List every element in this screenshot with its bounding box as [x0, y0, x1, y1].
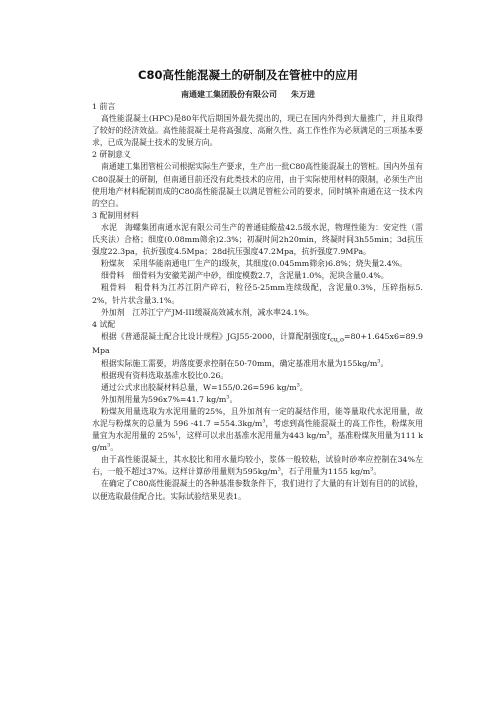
paragraph-trial-strength: 根据《普通混凝土配合比设计规程》JGJ55-2000，计算配制强度$f_{cu,o}=80+1.645x6=89.9Mpa$ [92, 331, 423, 356]
paragraph-significance: 南通建工集团管桩公司根据实际生产要求，生产出一批C80高性能混凝土的管桩。国内外虽有C80混凝土的研制，但南通目前还没有此类技术的应用，由于实际使用材料的限制，必须生产出使用地产材料配制而成的C80高性能混凝土以满足管桩公司的要求，同时填补南通在这一技术内的空白。 [92, 162, 423, 208]
paragraph-admixture: 外加剂 江苏江宁产JM-III缓凝高效减水剂，减水率24.1%。 [101, 307, 314, 317]
paragraph-flyash: 粉煤灰 采用华能南通电厂生产的Ⅰ级灰，其细度(0.045mm筛余)6.8%；烧失量2.4%。 [101, 259, 408, 269]
paragraph-trial-ratio: 根据现有资料选取基准水胶比0.26。 [101, 370, 229, 380]
section-heading-trial: 4 试配 [92, 319, 116, 329]
organization: 南通建工集团股份有限公司 [181, 90, 277, 99]
paragraph-trial-binder: 通过公式求出胶凝材料总量，W=155/0.26=596 $kg/m^3$。 [101, 382, 308, 392]
paragraph-coarse-aggregate: 粗骨料 粗骨料为江苏江阴产碎石，粒径5-25mm连续级配，含泥量0.3%，压碎指标5.2%，针片状含量3.1%。 [92, 283, 423, 305]
paragraph-cement: 水泥 海螺集团南通水泥有限公司生产的普通硅酸盐42.5级水泥，物理性能为：安定性（雷氏夹法）合格；细度(0.08mm筛余)2.3%；初凝时间2h20min，终凝时间3h55min；3d抗压强度22.3pa，抗折强度4.5Mpa；28d抗压强度47.2Mpa，抗折强度7.9MPa。 [92, 222, 423, 257]
author: 朱万进 [291, 90, 315, 99]
section-heading-intro: 1 前言 [92, 102, 116, 111]
page-title: C80高性能混凝土的研制及在管桩中的应用 [138, 68, 358, 82]
byline [0, 89, 496, 100]
article-body [92, 101, 423, 503]
section-heading-significance: 2 研制意义 [92, 150, 131, 160]
paragraph-trial-flyash: 粉煤灰用量选取为水泥用量的25%，且外加剂有一定的凝结作用，能等量取代水泥用量，故水泥与粉煤灰的总量为 596 $-41.7 =554.3kg/m^3$，考虑到高性能混凝土的高工作性，粉煤灰用量宜为水泥用量的 25%$^1$，这样可以求出基准水泥用量为443 $kg/m^3$，基准粉煤灰用量为111 $kg/m^3$。 [92, 406, 424, 453]
paragraph-trial-water: 根据实际施工需要，坍落度要求控制在50-70mm，确定基准用水量为$155kg/m^3$。 [101, 357, 389, 368]
paragraph-fine-aggregate: 细骨料 细骨料为安徽芜湖产中砂，细度模数2.7，含泥量1.0%，泥块含量0.4%。 [101, 271, 389, 281]
section-heading-materials: 3 配制用材料 [92, 210, 139, 220]
paragraph-trial-sand: 由于高性能混凝土，其水胶比和用水量均较小，浆体一般较粘，试验时砂率应控制在34%左右，一般不超过37%。这样计算砂用量则为$595kg/m^3$，石子用量为1155 $kg/m^3$。 [92, 455, 423, 477]
paragraph-intro: 高性能混凝土(HPC)是80年代后期国外最先提出的，现已在国内外得到大量推广，并且取得了较好的经济效益。高性能混凝土是将高强度、高耐久性、高工作性作为必须满足的三项基本要求，已成为混凝土技术的发展方向。 [92, 114, 423, 148]
paragraph-trial-admixture: 外加剂用量为596x7%=41.7 $kg/m^3$。 [101, 394, 238, 404]
paragraph-trial-conclusion: 在确定了C80高性能混凝土的各种基准参数条件下，我们进行了大量的有计划有目的的试验，以便选取最佳配合比。实际试验结果见表1。 [92, 479, 423, 501]
